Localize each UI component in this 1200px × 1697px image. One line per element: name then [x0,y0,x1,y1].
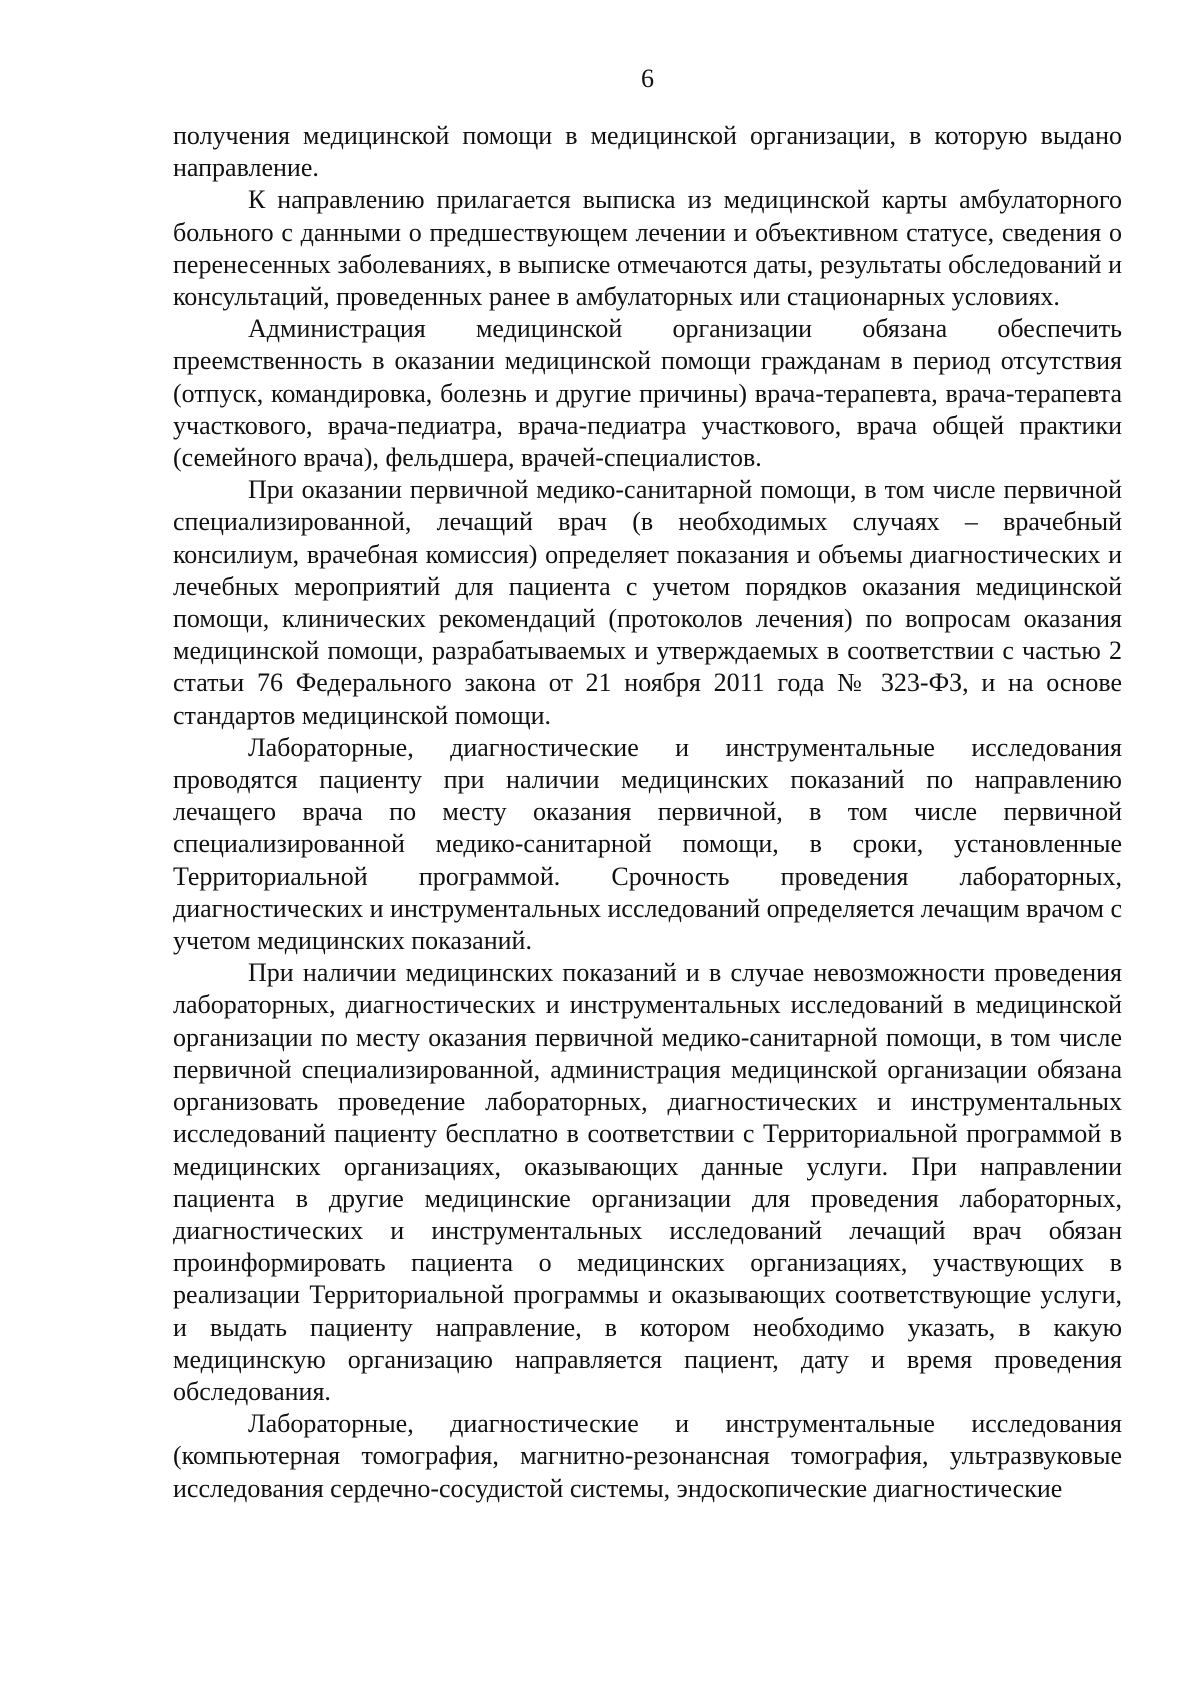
paragraph-5: Лабораторные, диагностические и инструментальные исследования проводятся пациенту при наличии медицинских показаний по направлению лечащего врача по месту оказания первичной, в том числе первичной специализированной медико-санитарной помощи, в сроки, установленные Территориальной программой. Срочность проведения лабораторных, диагностических и инструментальных исследований определяется лечащим врачом с учетом медицинских показаний. [173,732,1122,956]
paragraph-4: При оказании первичной медико-санитарной помощи, в том числе первичной специализированной, лечащий врач (в необходимых случаях – врачебный консилиум, врачебная комиссия) определяет показания и объемы диагностических и лечебных мероприятий для пациента с учетом порядков оказания медицинской помощи, клинических рекомендаций (протоколов лечения) по вопросам оказания медицинской помощи, разрабатываемых и утверждаемых в соответствии с частью 2 статьи 76 Федерального закона от 21 ноября 2011 года № 323-ФЗ, и на основе стандартов медицинской помощи. [173,475,1122,730]
paragraph-1: получения медицинской помощи в медицинской организации, в которую выдано направление. [173,121,1122,183]
paragraph-6: При наличии медицинских показаний и в случае невозможности проведения лабораторных, диагностических и инструментальных исследований в медицинской организации по месту оказания первичной медико-санитарной помощи, в том числе первичной специализированной, администрация медицинской организации обязана организовать проведение лабораторных, диагностических и инструментальных исследований пациенту бесплатно в соответствии с Территориальной программой в медицинских организациях, оказывающих данные услуги. При направлении пациента в другие медицинские организации для проведения лабораторных, диагностических и инструментальных исследований лечащий врач обязан проинформировать пациента о медицинских организациях, участвующих в реализации Территориальной программы и оказывающих соответствующие услуги, и выдать пациенту направление, в котором необходимо указать, в какую медицинскую организацию направляется пациент, дату и время проведения обследования. [173,958,1122,1406]
paragraph-2: К направлению прилагается выписка из медицинской карты амбулаторного больного с данными о предшествующем лечении и объективном статусе, сведения о перенесенных заболеваниях, в выписке отмечаются даты, результаты обследований и консультаций, проведенных ранее в амбулаторных или стационарных условиях. [173,185,1122,312]
document-body [173,120,1122,1505]
paragraph-7: Лабораторные, диагностические и инструментальные исследования (компьютерная томография, магнитно-резонансная томография, ультразвуковые исследования сердечно-сосудистой системы, эндоскопические диагностические [173,1409,1122,1503]
page-number: 6 [641,64,654,93]
paragraph-3: Администрация медицинской организации обязана обеспечить преемственность в оказании медицинской помощи гражданам в период отсутствия (отпуск, командировка, болезнь и другие причины) врача-терапевта, врача-терапевта участкового, врача-педиатра, врача-педиатра участкового, врача общей практики (семейного врача), фельдшера, врачей-специалистов. [173,314,1122,473]
